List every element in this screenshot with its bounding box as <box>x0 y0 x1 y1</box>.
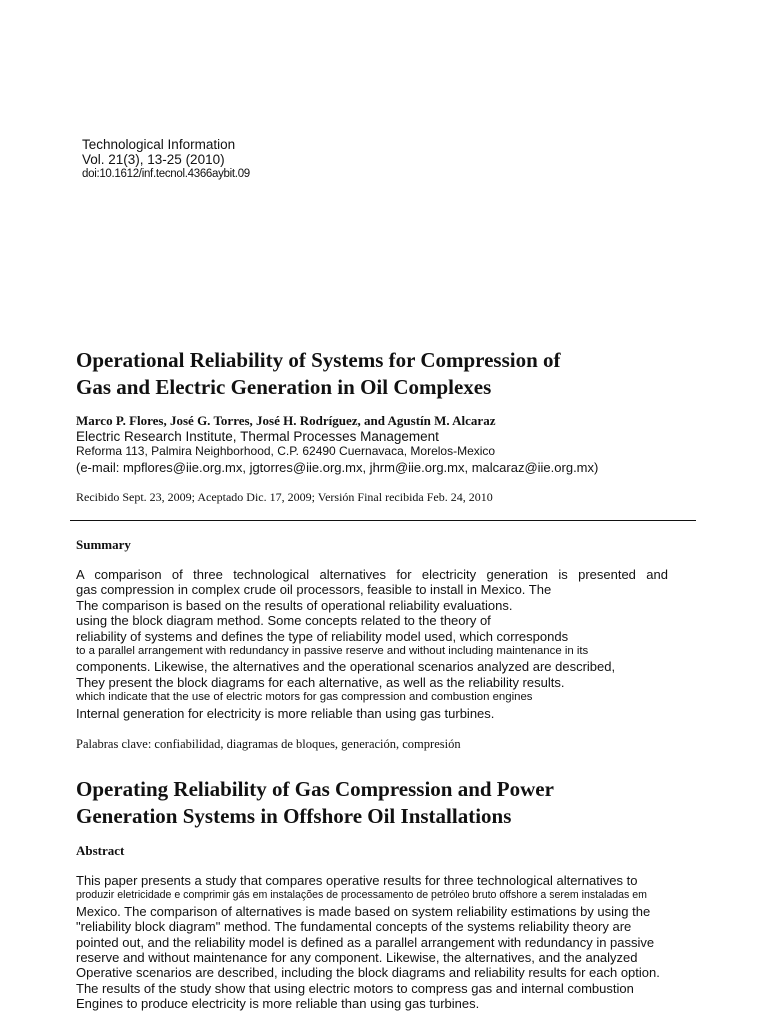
submission-dates: Recibido Sept. 23, 2009; Aceptado Dic. 17, 2009; Versión Final recibida Feb. 24, 2010 <box>76 490 493 504</box>
journal-name: Technological Information <box>82 137 236 152</box>
abstract-line: "reliability block diagram" method. The fundamental concepts of the systems reliability theory are <box>76 919 632 935</box>
summary-line: A comparison of three technological alternatives for electricity generation is presented and <box>76 567 668 582</box>
spanish-title-line: Gas and Electric Generation in Oil Complexes <box>76 375 492 399</box>
summary-line: The comparison is based on the results of operational reliability evaluations. <box>76 597 513 613</box>
summary-heading: Summary <box>76 537 131 552</box>
summary-line: using the block diagram method. Some concepts related to the theory of <box>76 613 491 629</box>
english-title-line: Operating Reliability of Gas Compression and Power <box>76 777 554 801</box>
abstract-line: Mexico. The comparison of alternatives is made based on system reliability estimations by using the <box>76 903 651 919</box>
journal-info <box>82 137 250 182</box>
english-title <box>76 776 554 830</box>
summary-line: reliability of systems and defines the type of reliability model used, which corresponds <box>76 628 569 644</box>
summary-line: Internal generation for electricity is more reliable than using gas turbines. <box>76 705 495 721</box>
section-divider <box>70 520 696 521</box>
abstract-line: Engines to produce electricity is more reliable than using gas turbines. <box>76 996 480 1012</box>
abstract-heading: Abstract <box>76 843 125 858</box>
abstract-text <box>76 873 668 1012</box>
summary-line: gas compression in complex crude oil processors, feasible to install in Mexico. The <box>76 582 552 598</box>
summary-text <box>76 567 668 721</box>
abstract-line: The results of the study show that using electric motors to compress gas and internal combustion <box>76 980 634 996</box>
abstract-line: This paper presents a study that compares operative results for three technological alternatives to <box>76 873 638 888</box>
summary-line: which indicate that the use of electric motors for gas compression and combustion engines <box>76 691 533 704</box>
abstract-line: produzir eletricidade e comprimir gás em instalações de processamento de petróleo bruto offshore a serem instaladas em <box>76 889 647 902</box>
english-title-line: Generation Systems in Offshore Oil Installations <box>76 804 512 828</box>
spanish-title-line: Operational Reliability of Systems for Compression of <box>76 348 561 372</box>
author-list: Marco P. Flores, José G. Torres, José H. Rodríguez, and Agustín M. Alcaraz <box>76 413 496 428</box>
summary-line: They present the block diagrams for each alternative, as well as the reliability results. <box>76 674 565 690</box>
affiliation: Electric Research Institute, Thermal Processes Management <box>76 429 439 444</box>
abstract-line: pointed out, and the reliability model is defined as a parallel arrangement with redundancy in passive <box>76 934 655 950</box>
keywords: Palabras clave: confiabilidad, diagramas de bloques, generación, compresión <box>76 737 461 751</box>
spanish-title <box>76 347 561 401</box>
author-emails: (e-mail: mpflores@iie.org.mx, jgtorres@iie.org.mx, jhrm@iie.org.mx, malcaraz@iie.org.mx) <box>76 460 599 475</box>
abstract-line: Operative scenarios are described, including the block diagrams and reliability results for each option. <box>76 965 660 981</box>
journal-doi: doi:10.1612/inf.tecnol.4366aybit.09 <box>82 168 250 180</box>
postal-address: Reforma 113, Palmira Neighborhood, C.P. 62490 Cuernavaca, Morelos-Mexico <box>76 444 496 458</box>
summary-line: components. Likewise, the alternatives and the operational scenarios analyzed are described, <box>76 659 616 675</box>
summary-line: to a parallel arrangement with redundancy in passive reserve and without including maintenance in its <box>76 645 589 658</box>
journal-volume: Vol. 21(3), 13-25 (2010) <box>82 152 225 167</box>
abstract-line: reserve and without maintenance for any component. Likewise, the alternatives, and the analyzed <box>76 950 638 966</box>
